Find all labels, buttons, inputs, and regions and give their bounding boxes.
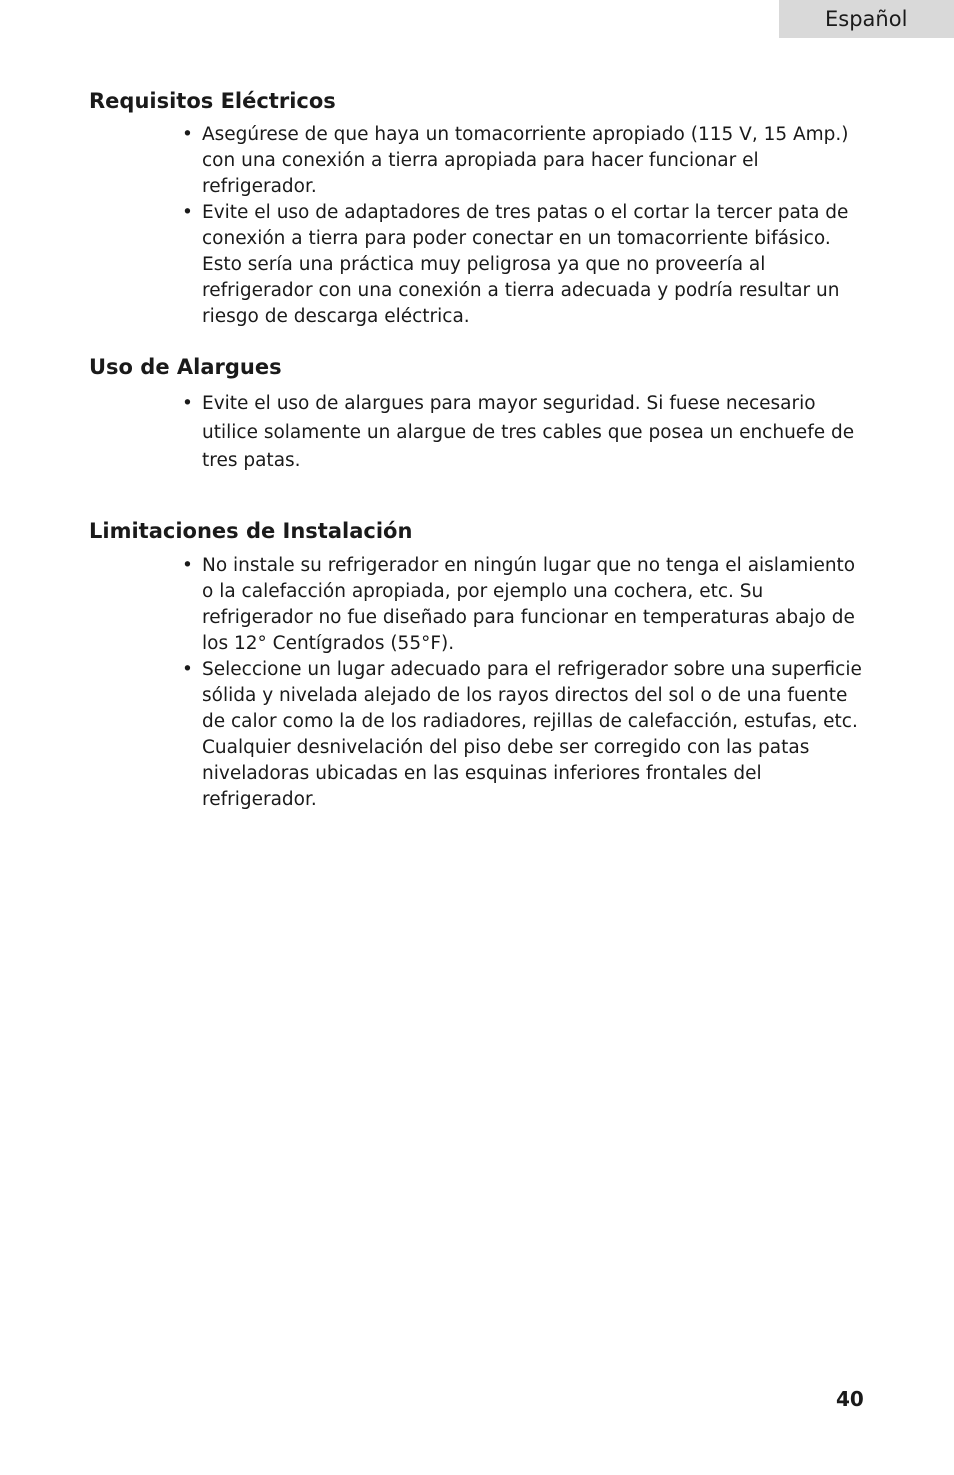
bullet-text: Asegúrese de que haya un tomacorriente apropiado (115 V, 15 Amp.) con una conexión a tierra apropiada para hacer funcionar el refrigerador. [202, 124, 849, 197]
bullet-icon: • [182, 555, 193, 576]
list-item [182, 200, 872, 330]
page-number: 40 [836, 1387, 864, 1411]
installation-limits-bullet-list [182, 553, 872, 813]
section-heading-electrical: Requisitos Eléctricos [89, 89, 336, 113]
section-heading-installation-limits: Limitaciones de Instalación [89, 519, 413, 543]
section-heading-extension-cords: Uso de Alargues [89, 355, 282, 379]
language-tab: Español [779, 0, 954, 38]
list-item [182, 553, 872, 657]
list-item [182, 122, 872, 200]
bullet-text: Evite el uso de adaptadores de tres patas o el cortar la tercer pata de conexión a tierra para poder conectar en un tomacorriente bifásico. Esto sería una práctica muy peligrosa ya que no proveería al refrigerador con una conexión a tierra adecuada y podría resultar un riesgo de descarga eléctrica. [202, 202, 849, 327]
bullet-icon: • [182, 124, 193, 145]
electrical-bullet-list [182, 122, 872, 330]
bullet-text: Evite el uso de alargues para mayor seguridad. Si fuese necesario utilice solamente un alargue de tres cables que posea un enchuefe de tres patas. [202, 393, 855, 471]
list-item [182, 657, 872, 813]
list-item [182, 390, 872, 476]
bullet-icon: • [182, 659, 193, 680]
bullet-icon: • [182, 202, 193, 223]
extension-cords-bullet-list [182, 390, 872, 476]
bullet-icon: • [182, 393, 193, 414]
bullet-text: No instale su refrigerador en ningún lugar que no tenga el aislamiento o la calefacción apropiada, por ejemplo una cochera, etc. Su refrigerador no fue diseñado para funcionar en temperaturas abajo de los 12° Centígrados (55°F). [202, 555, 856, 654]
bullet-text: Seleccione un lugar adecuado para el refrigerador sobre una superficie sólida y nivelada alejado de los rayos directos del sol o de una fuente de calor como la de los radiadores, rejillas de calefacción, estufas, etc. Cualquier desnivelación del piso debe ser corregido con las patas niveladoras ubicadas en las esquinas inferiores frontales del refrigerador. [202, 659, 862, 810]
